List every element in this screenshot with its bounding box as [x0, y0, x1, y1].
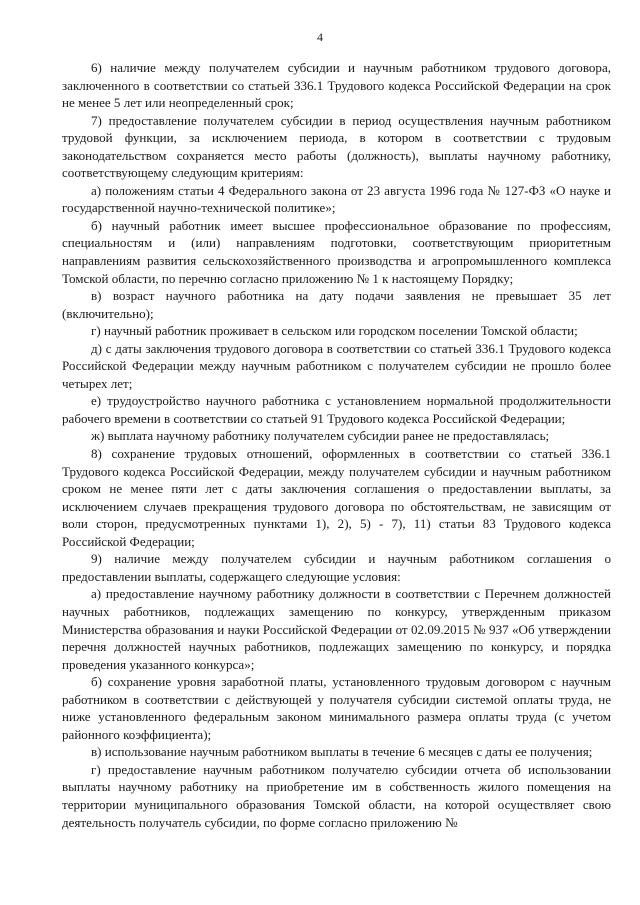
paragraph-9: 9) наличие между получателем субсидии и научным работником соглашения о предоставлении выплаты, содержащего следующие условия:	[62, 551, 611, 584]
paragraph-6: 6) наличие между получателем субсидии и научным работником трудового договора, заключенного в соответствии со статьей 336.1 Трудового кодекса Российской Федерации на срок не менее 5 лет или неопределенный срок;	[62, 60, 611, 111]
paragraph-7zh: ж) выплата научному работнику получателем субсидии ранее не предоставлялась;	[91, 428, 550, 444]
paragraph-7e: е) трудоустройство научного работника с установлением нормальной продолжительности рабочего времени в соответствии со статьей 91 Трудового кодекса Российской Федерации;	[62, 393, 611, 426]
paragraph-8: 8) сохранение трудовых отношений, оформленных в соответствии со статьей 336.1 Трудового кодекса Российской Федерации, между получателем субсидии и научным работником сроком не менее пяти лет с даты заключения соглашения о предоставлении выплаты, за исключением случаев прекращения трудового договора по обстоятельствам, не зависящим от воли сторон, предусмотренных пунктами 1), 2), 5) - 7), 11) статьи 83 Трудового кодекса Российской Федерации;	[62, 446, 611, 549]
paragraph-9g: г) предоставление научным работником получателю субсидии отчета об использовании выплаты научному работнику на приобретение им в собственность жилого помещения на территории муниципального образования Томской области, на которой осуществляет свою деятельность получатель субсидии, по форме согласно приложению №	[62, 761, 611, 830]
paragraph-7: 7) предоставление получателем субсидии в период осуществления научным работником трудовой функции, за исключением периода, в котором в соответствии с трудовым законодательством сохраняется место работы (должность), выплаты научному работнику, соответствующему следующим критериям:	[62, 112, 611, 181]
document-body	[62, 59, 611, 831]
paragraph-9v: в) использование научным работником выплаты в течение 6 месяцев с даты ее получения;	[91, 744, 593, 760]
paragraph-7v: в) возраст научного работника на дату подачи заявления не превышает 35 лет (включительно);	[62, 288, 611, 321]
page-number: 4	[317, 30, 323, 44]
paragraph-9a: а) предоставление научному работнику должности в соответствии с Перечнем должностей научных работников, подлежащих замещению по конкурсу, утвержденным приказом Министерства образования и науки Российской Федерации от 02.09.2015 № 937 «Об утверждении перечня должностей научных работников, подлежащих замещению по конкурсу, и порядка проведения указанного конкурса»;	[62, 586, 611, 672]
paragraph-7b: б) научный работник имеет высшее профессиональное образование по профессиям, специальностям и (или) направлениям подготовки, соответствующим приоритетным направлениям развития сельскохозяйственного производства и агропромышленного комплекса Томской области, по перечню согласно приложению № 1 к настоящему Порядку;	[62, 217, 611, 286]
paragraph-7d: д) с даты заключения трудового договора в соответствии со статьей 336.1 Трудового кодекса Российской Федерации между научным работником с получателем субсидии не прошло более четырех лет;	[62, 340, 611, 391]
paragraph-9b: б) сохранение уровня заработной платы, установленного трудовым договором с научным работником в соответствии с действующей у получателя субсидии системой оплаты труда, не ниже установленного федеральным законом минимального размера оплаты труда (с учетом районного коэффициента);	[62, 674, 611, 742]
paragraph-7g: г) научный работник проживает в сельском или городском поселении Томской области;	[91, 323, 578, 339]
paragraph-7a: а) положениям статьи 4 Федерального закона от 23 августа 1996 года № 127-ФЗ «О науке и государственной научно-технической политике»;	[62, 182, 611, 216]
